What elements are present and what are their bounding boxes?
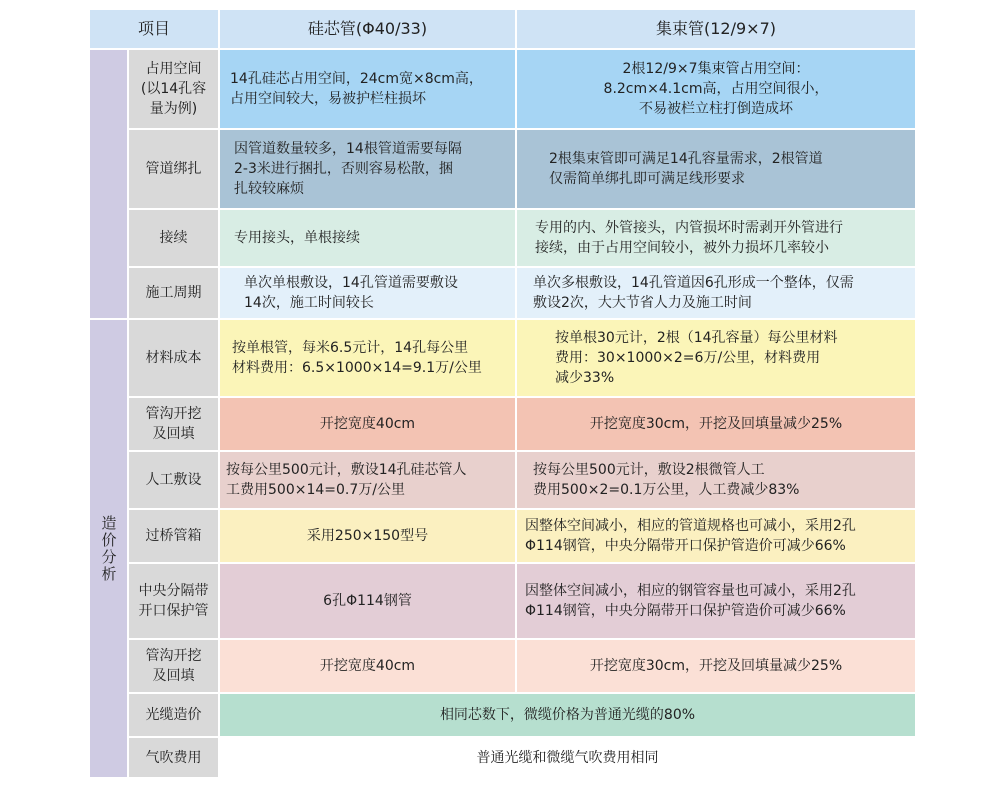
cell-binding-silicon: 因管道数量较多，14根管道需要每隔 2-3米进行捆扎，否则容易松散，捆 扎较较麻烦 <box>220 130 515 208</box>
header-item: 项目 <box>90 10 218 48</box>
cell-trench2-silicon: 开挖宽度40cm <box>220 640 515 692</box>
group-spacer-top <box>90 50 127 318</box>
header-col-bundle-pipe: 集束管(12/9×7) <box>517 10 915 48</box>
cell-period-silicon: 单次单根敷设，14孔管道需要敷设 14次，施工时间较长 <box>220 268 515 318</box>
cell-labor-silicon: 按每公里500元计，敷设14孔硅芯管人 工费用500×14=0.7万/公里 <box>220 452 515 508</box>
cell-trench-silicon: 开挖宽度40cm <box>220 398 515 450</box>
row-label-bridge-box: 过桥管箱 <box>129 510 218 562</box>
cell-bridge-silicon: 采用250×150型号 <box>220 510 515 562</box>
cell-air-blow-merged: 普通光缆和微缆气吹费用相同 <box>220 738 915 777</box>
cell-labor-bundle: 按每公里500元计，敷设2根微管人工 费用500×2=0.1万公里，人工费减少83% <box>517 452 915 508</box>
group-cost-analysis <box>90 320 127 777</box>
row-label-binding: 管道绑扎 <box>129 130 218 208</box>
cell-period-bundle: 单次多根敷设，14孔管道因6孔形成一个整体，仅需 敷设2次，大大节省人力及施工时间 <box>517 268 915 318</box>
cell-bridge-bundle: 因整体空间减小，相应的管道规格也可减小，采用2孔 Φ114钢管，中央分隔带开口保护管造价可减少66% <box>517 510 915 562</box>
row-label-space: 占用空间 (以14孔容 量为例) <box>129 50 218 128</box>
cell-trench-bundle: 开挖宽度30cm，开挖及回填量减少25% <box>517 398 915 450</box>
row-label-splicing: 接续 <box>129 210 218 266</box>
row-label-cable-cost: 光缆造价 <box>129 694 218 736</box>
group-cost-analysis-label: 造价分析 <box>99 514 118 583</box>
cell-material-bundle: 按单根30元计，2根（14孔容量）每公里材料 费用：30×1000×2=6万/公里，材料费用 减少33% <box>517 320 915 396</box>
cell-space-silicon: 14孔硅芯占用空间，24cm宽×8cm高， 占用空间较大，易被护栏柱损坏 <box>220 50 515 128</box>
cell-splicing-bundle: 专用的内、外管接头，内管损坏时需剥开外管进行 接续，由于占用空间较小，被外力损坏几率较小 <box>517 210 915 266</box>
cell-trench2-bundle: 开挖宽度30cm，开挖及回填量减少25% <box>517 640 915 692</box>
row-label-trench: 管沟开挖 及回填 <box>129 398 218 450</box>
cell-material-silicon: 按单根管，每米6.5元计，14孔每公里 材料费用：6.5×1000×14=9.1万/公里 <box>220 320 515 396</box>
row-label-construction-period: 施工周期 <box>129 268 218 318</box>
row-label-air-blow: 气吹费用 <box>129 738 218 777</box>
row-label-median-pipe: 中央分隔带 开口保护管 <box>129 564 218 638</box>
cell-binding-bundle: 2根集束管即可满足14孔容量需求，2根管道 仅需简单绑扎即可满足线形要求 <box>517 130 915 208</box>
header-col-silicon-core-pipe: 硅芯管(Φ40/33) <box>220 10 515 48</box>
cell-median-silicon: 6孔Φ114钢管 <box>220 564 515 638</box>
cell-space-bundle: 2根12/9×7集束管占用空间： 8.2cm×4.1cm高，占用空间很小， 不易被栏立柱打倒造成坏 <box>517 50 915 128</box>
cell-median-bundle: 因整体空间减小，相应的钢管容量也可减小，采用2孔 Φ114钢管，中央分隔带开口保护管造价可减少66% <box>517 564 915 638</box>
cell-cable-cost-merged: 相同芯数下，微缆价格为普通光缆的80% <box>220 694 915 736</box>
row-label-trench-2: 管沟开挖 及回填 <box>129 640 218 692</box>
cell-splicing-silicon: 专用接头，单根接续 <box>220 210 515 266</box>
row-label-labor: 人工敷设 <box>129 452 218 508</box>
row-label-material-cost: 材料成本 <box>129 320 218 396</box>
